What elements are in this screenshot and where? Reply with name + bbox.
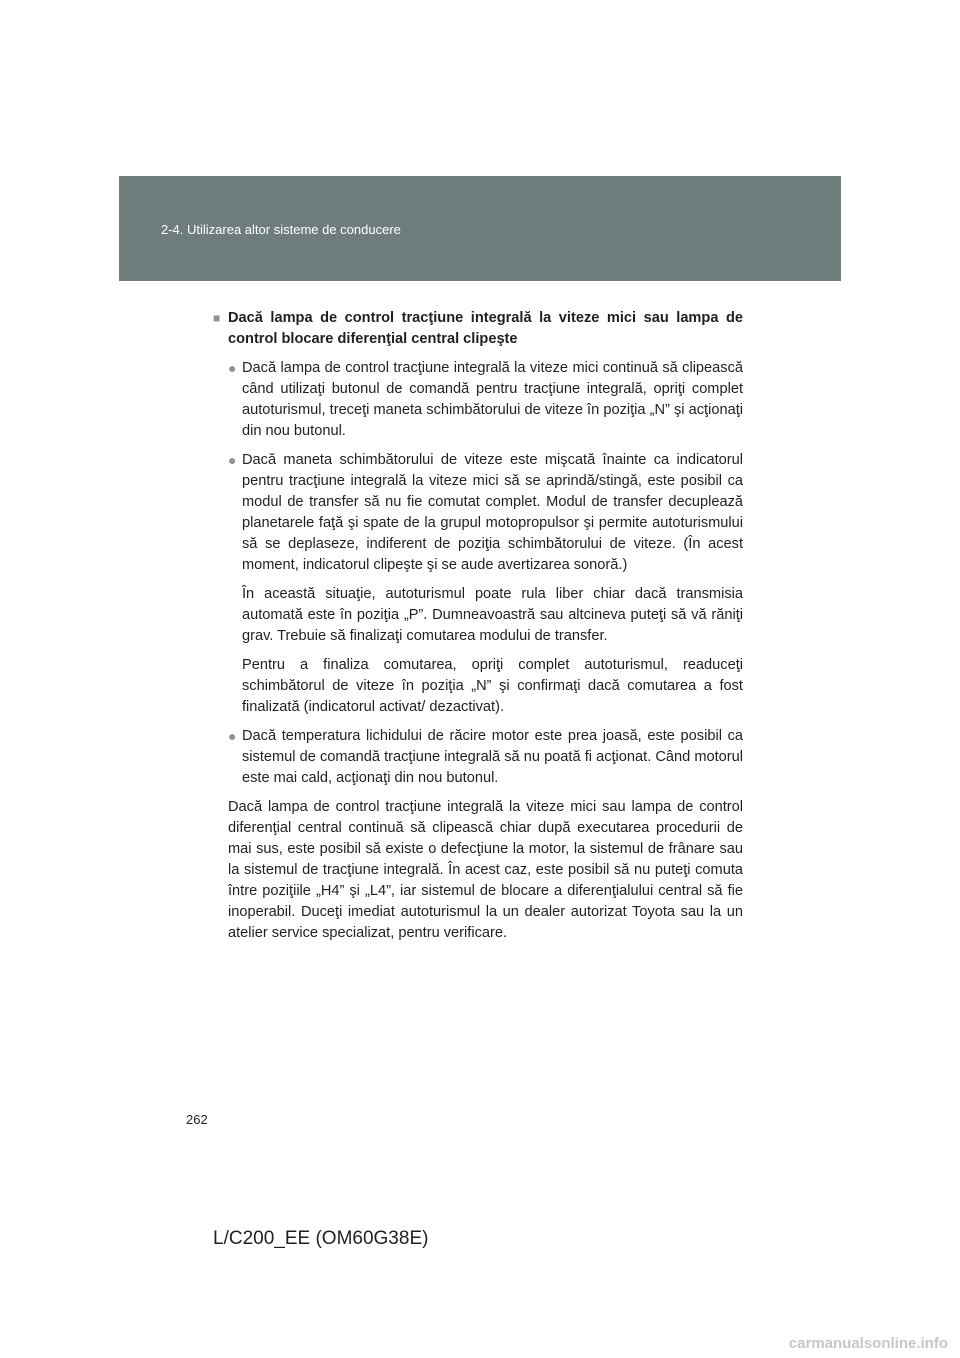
circle-bullet-icon: ● xyxy=(228,728,237,744)
circle-bullet-icon: ● xyxy=(228,360,237,376)
model-code: L/C200_EE (OM60G38E) xyxy=(213,1228,429,1249)
list-item xyxy=(228,358,743,442)
watermark: carmanualsonline.info xyxy=(788,1335,948,1352)
page-number: 262 xyxy=(186,1112,208,1127)
list-item xyxy=(228,450,743,718)
list-item-body xyxy=(242,358,743,442)
section-heading-text: Dacă lampa de control tracţiune integrală la viteze mici sau lampa de control blocare diferenţial central clipeşte xyxy=(228,310,743,347)
section-header-band xyxy=(119,176,841,281)
list-item-body xyxy=(242,726,743,789)
list-item-paragraph: În această situaţie, autoturismul poate rula liber chiar dacă transmisia automată este în poziţia „P”. Dumneavoastră sau altcineva puteţi să vă răniţi grav. Trebuie să finalizaţi comutarea modului de transfer. xyxy=(242,586,743,644)
list-item xyxy=(228,726,743,789)
circle-bullet-icon: ● xyxy=(228,452,237,468)
list-item-paragraph: Pentru a finaliza comutarea, opriţi complet autoturismul, readuceţi schimbătorul de viteze în poziţia „N” şi confirmaţi dacă comutarea a fost finalizată (indicatorul activat/ dezactivat). xyxy=(242,657,743,715)
section-heading xyxy=(213,308,743,350)
page-content xyxy=(213,308,743,944)
list-item-body xyxy=(242,450,743,718)
list-item-paragraph: Dacă lampa de control tracţiune integrală la viteze mici continuă să clipească când utilizaţi butonul de comandă pentru tracţiune integrală, opriţi complet autoturismul, treceţi maneta schimbătorului de viteze în poziţia „N” şi acţionaţi din nou butonul. xyxy=(242,360,743,439)
square-bullet-icon: ■ xyxy=(213,311,221,325)
section-title: 2-4. Utilizarea altor sisteme de conducere xyxy=(161,222,401,237)
list-item-paragraph: Dacă temperatura lichidului de răcire motor este prea joasă, este posibil ca sistemul de comandă tracţiune integrală să nu poată fi acţionat. Când motorul este mai cald, acţionaţi din nou butonul. xyxy=(242,728,743,786)
closing-paragraph: Dacă lampa de control tracţiune integrală la viteze mici sau lampa de control diferenţial central continuă să clipească chiar după executarea procedurii de mai sus, este posibil să existe o defecţiune la motor, la sistemul de frânare sau la sistemul de tracţiune integrală. În acest caz, este posibil să nu puteţi comuta între poziţiile „H4” şi „L4”, iar sistemul de blocare a diferenţialului central să fie inoperabil. Duceţi imediat autoturismul la un dealer autorizat Toyota sau la un atelier service specializat, pentru verificare. xyxy=(228,799,743,941)
list-item-paragraph: Dacă maneta schimbătorului de viteze este mişcată înainte ca indicatorul pentru tracţiune integrală la viteze mici să se aprindă/stingă, este posibil ca modul de transfer să nu fie comutat complet. Modul de transfer decuplează planetarele faţă şi spate de la grupul motopropulsor şi permite autoturismului să se deplaseze, indiferent de poziţia schimbătorului de viteze. (În acest moment, indicatorul clipeşte şi se aude avertizarea sonoră.) xyxy=(242,452,743,573)
